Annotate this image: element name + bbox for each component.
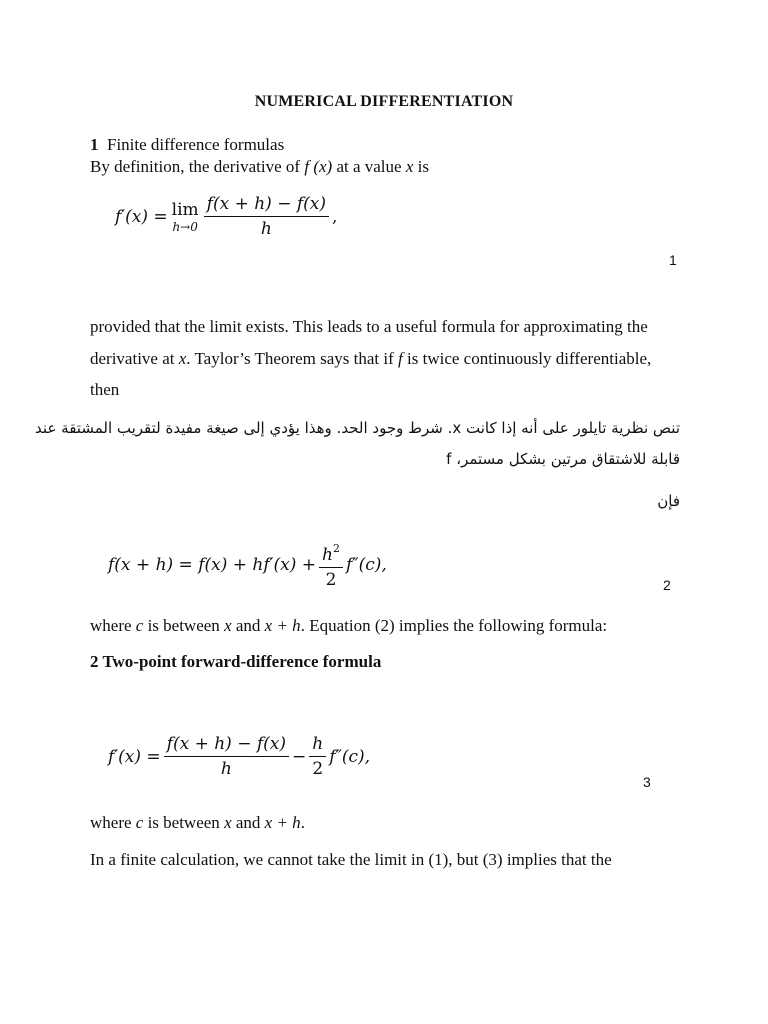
paragraph-1-line-1: provided that the limit exists. This leads to a useful formula for approximating the [90, 317, 648, 336]
para1-f: f [398, 349, 403, 368]
para3-xh: x + h [264, 813, 301, 832]
para2-text-a: where [90, 616, 136, 635]
eq3-lhs: f′(x) = [108, 746, 161, 767]
eq2-denominator: 2 [325, 570, 337, 590]
para3-text-b: is between [143, 813, 225, 832]
eq1-lhs: f′(x) = [115, 206, 168, 227]
section-1-title: Finite difference formulas [107, 135, 285, 154]
para3-text-a: where [90, 813, 136, 832]
section-1-heading [90, 134, 284, 156]
paragraph-2 [90, 615, 607, 637]
equation-3 [108, 734, 370, 779]
para1-x: x [178, 349, 187, 368]
para2-xh: x + h [264, 616, 301, 635]
intro-paragraph [90, 156, 429, 178]
para3-end: . [300, 813, 305, 832]
paragraph-1-line-3: then [90, 380, 120, 399]
eq1-lim-label: lim [171, 199, 199, 220]
para1-text-a: derivative at [90, 349, 179, 368]
arabic-line-3: فإن [657, 492, 680, 510]
intro-text-3: is [413, 157, 429, 176]
intro-text-2: at a value [332, 157, 406, 176]
page-title: NUMERICAL DIFFERENTIATION [254, 93, 514, 110]
para2-text-b: is between [143, 616, 225, 635]
eq3-frac2-numerator: h [309, 734, 326, 757]
intro-text-1: By definition, the derivative of [90, 157, 305, 176]
eq1-comma: , [332, 206, 338, 227]
equation-2 [108, 539, 387, 590]
para2-x: x [224, 616, 232, 635]
eq2-num-h: h [322, 545, 333, 565]
para2-c: c [135, 616, 144, 635]
intro-fx: f (x) [304, 157, 333, 176]
eq3-minus: − [292, 746, 307, 767]
eq1-fraction [204, 194, 329, 239]
para1-text-b: . Taylor’s Theorem says that if [186, 349, 399, 368]
intro-x: x [405, 157, 414, 176]
section-1-number: 1 [90, 135, 99, 154]
eq2-fraction [319, 539, 343, 590]
eq3-numerator: f(x + h) − f(x) [164, 734, 289, 757]
para1-text-c: is twice continuously differentiable, [402, 349, 652, 368]
eq1-denominator: h [260, 219, 272, 239]
para3-and: and [231, 813, 265, 832]
eq2-lhs: f(x + h) = f(x) + hf′(x) + [108, 554, 316, 575]
equation-3-number: 3 [643, 774, 651, 790]
eq1-numerator: f(x + h) − f(x) [204, 194, 329, 217]
equation-1 [115, 194, 337, 239]
eq1-lim-subscript: h→0 [172, 219, 198, 234]
eq2-numerator [319, 539, 343, 568]
eq3-denominator: h [220, 759, 232, 779]
para2-text-rest: . Equation (2) implies the following formula: [300, 616, 608, 635]
eq3-fraction-2 [309, 734, 326, 779]
eq3-fraction-1 [164, 734, 289, 779]
para3-x: x [224, 813, 232, 832]
equation-2-number: 2 [663, 577, 671, 593]
eq3-frac2-denominator: 2 [312, 759, 324, 779]
para3-c: c [135, 813, 144, 832]
paragraph-1-line-2 [90, 348, 651, 370]
section-2-heading: 2 Two-point forward-difference formula [90, 652, 382, 671]
arabic-line-2: قابلة للاشتقاق مرتين بشكل مستمر، f [446, 450, 680, 468]
equation-1-number: 1 [669, 252, 677, 268]
paragraph-3 [90, 812, 305, 834]
eq3-rhs: f″(c), [329, 746, 371, 767]
eq2-num-exponent: 2 [332, 542, 340, 555]
para2-and: and [231, 616, 265, 635]
eq1-limit [172, 200, 199, 234]
arabic-line-1: تنص نظرية تايلور على أنه إذا كانت x. شرط وجود الحد. وهذا يؤدي إلى صيغة مفيدة لتقريب المشتقة عند [35, 419, 680, 437]
paragraph-4: In a finite calculation, we cannot take the limit in (1), but (3) implies that the [90, 850, 612, 869]
eq2-rhs: f″(c), [345, 554, 387, 575]
